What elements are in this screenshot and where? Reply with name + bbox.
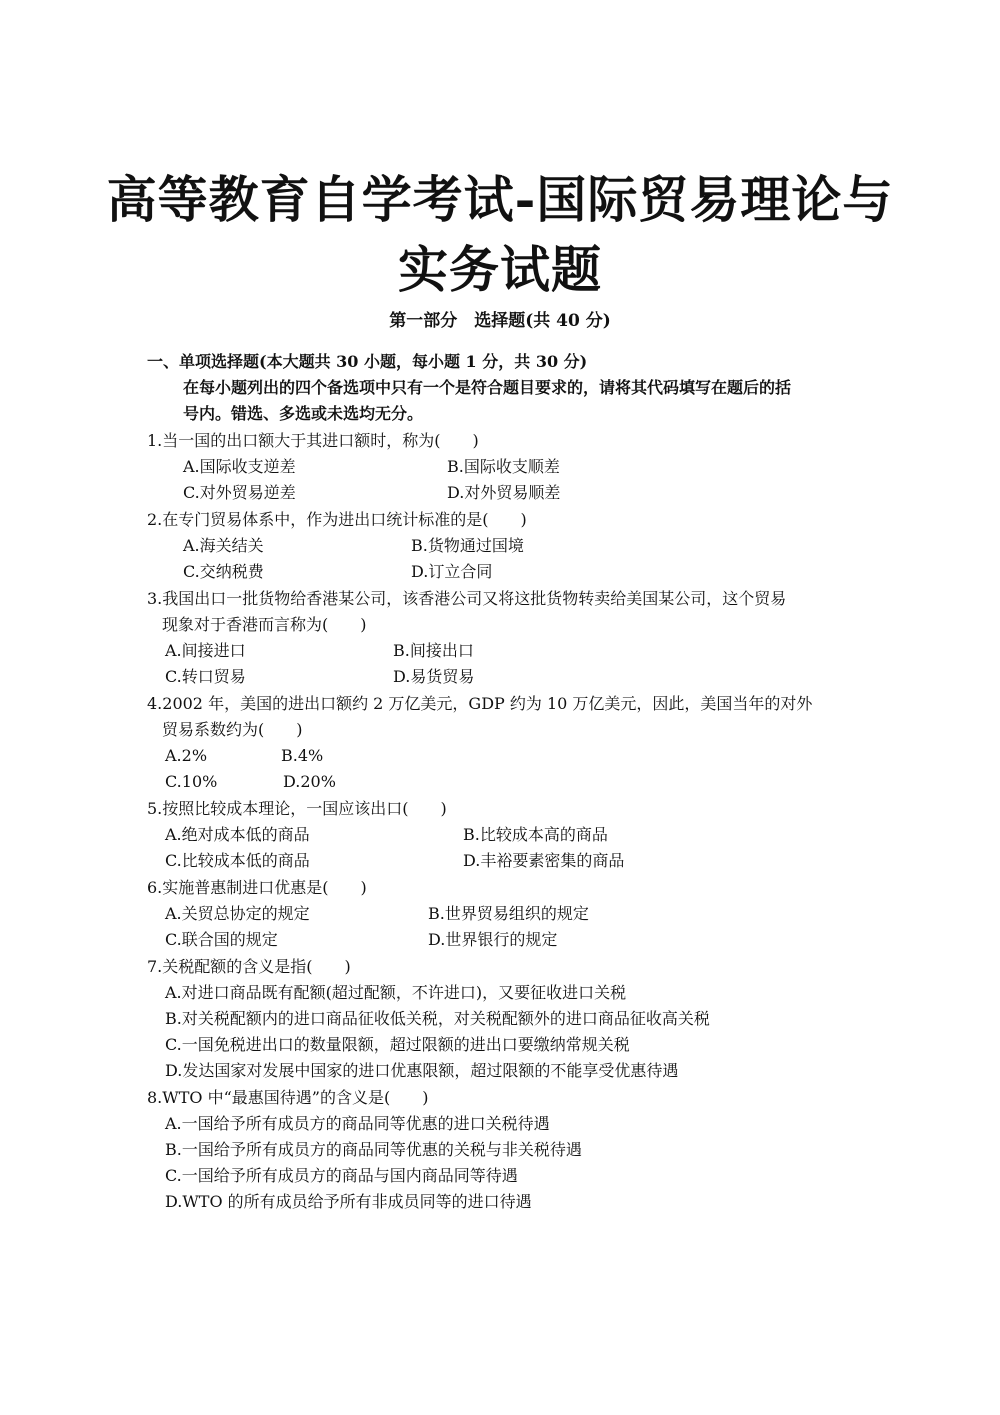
document-title-line1: 高等教育自学考试-国际贸易理论与 [106,170,894,229]
question-1-stem: 1.当一国的出口额大于其进口额时，称为( ) [147,431,479,450]
section-heading: 一、单项选择题(本大题共 30 小题，每小题 1 分，共 30 分) [147,352,588,371]
question-4-stem-line2: 贸易系数约为( ) [162,720,303,739]
question-3-option-c: C.转口贸易 [165,667,246,686]
question-7-stem: 7.关税配额的含义是指( ) [147,957,351,976]
question-3-stem-line2: 现象对于香港而言称为( ) [162,615,367,634]
question-5-option-d: D.丰裕要素密集的商品 [463,851,625,870]
question-5-option-b: B.比较成本高的商品 [463,825,608,844]
question-2-option-a: A.海关结关 [183,536,264,555]
question-5-option-a: A.绝对成本低的商品 [165,825,310,844]
question-7-option-a: A.对进口商品既有配额(超过配额，不许进口)，又要征收进口关税 [165,983,627,1002]
question-6-option-c: C.联合国的规定 [165,930,278,949]
question-4-option-d: D.20% [283,772,336,791]
question-2-stem: 2.在专门贸易体系中，作为进出口统计标准的是( ) [147,510,527,529]
question-5-stem: 5.按照比较成本理论，一国应该出口( ) [147,799,447,818]
question-4-option-c: C.10% [165,772,218,791]
question-1-option-d: D.对外贸易顺差 [447,483,561,502]
question-4-option-b: B.4% [281,746,324,765]
question-3-option-d: D.易货贸易 [393,667,475,686]
question-4-stem-line1: 4.2002 年，美国的进出口额约 2 万亿美元，GDP 约为 10 万亿美元，因此，美国当年的对外 [147,694,813,713]
instructions-line2: 号内。错选、多选或未选均无分。 [183,404,424,423]
question-3-option-b: B.间接出口 [393,641,474,660]
question-2-option-c: C.交纳税费 [183,562,264,581]
question-6-option-b: B.世界贸易组织的规定 [428,904,589,923]
section-instructions [183,375,863,427]
question-8-option-b: B.一国给予所有成员方的商品同等优惠的关税与非关税待遇 [165,1140,582,1159]
question-1-option-b: B.国际收支顺差 [447,457,560,476]
question-1-option-c: C.对外贸易逆差 [183,483,296,502]
question-8-option-d: D.WTO 的所有成员给予所有非成员同等的进口待遇 [165,1192,532,1211]
question-6-option-a: A.关贸总协定的规定 [165,904,310,923]
question-2-option-b: B.货物通过国境 [411,536,524,555]
question-8-option-a: A.一国给予所有成员方的商品同等优惠的进口关税待遇 [165,1114,550,1133]
question-7-option-d: D.发达国家对发展中国家的进口优惠限额，超过限额的不能享受优惠待遇 [165,1061,679,1080]
question-6-option-d: D.世界银行的规定 [428,930,558,949]
part-heading: 第一部分 选择题(共 40 分) [389,311,611,331]
question-7-option-c: C.一国免税进出口的数量限额，超过限额的进出口要缴纳常规关税 [165,1035,630,1054]
question-2-option-d: D.订立合同 [411,562,493,581]
question-3-stem-line1: 3.我国出口一批货物给香港某公司，该香港公司又将这批货物转卖给美国某公司，这个贸易 [147,589,787,608]
question-8-option-c: C.一国给予所有成员方的商品与国内商品同等待遇 [165,1166,518,1185]
question-5-option-c: C.比较成本低的商品 [165,851,310,870]
question-6-stem: 6.实施普惠制进口优惠是( ) [147,878,367,897]
document-title-line2: 实务试题 [398,240,602,299]
question-4-option-a: A.2% [165,746,208,765]
question-8-stem: 8.WTO 中“最惠国待遇”的含义是( ) [147,1088,429,1107]
question-7-option-b: B.对关税配额内的进口商品征收低关税，对关税配额外的进口商品征收高关税 [165,1009,710,1028]
question-3-option-a: A.间接进口 [165,641,246,660]
instructions-line1: 在每小题列出的四个备选项中只有一个是符合题目要求的，请将其代码填写在题后的括 [183,378,792,397]
question-1-option-a: A.国际收支逆差 [183,457,296,476]
